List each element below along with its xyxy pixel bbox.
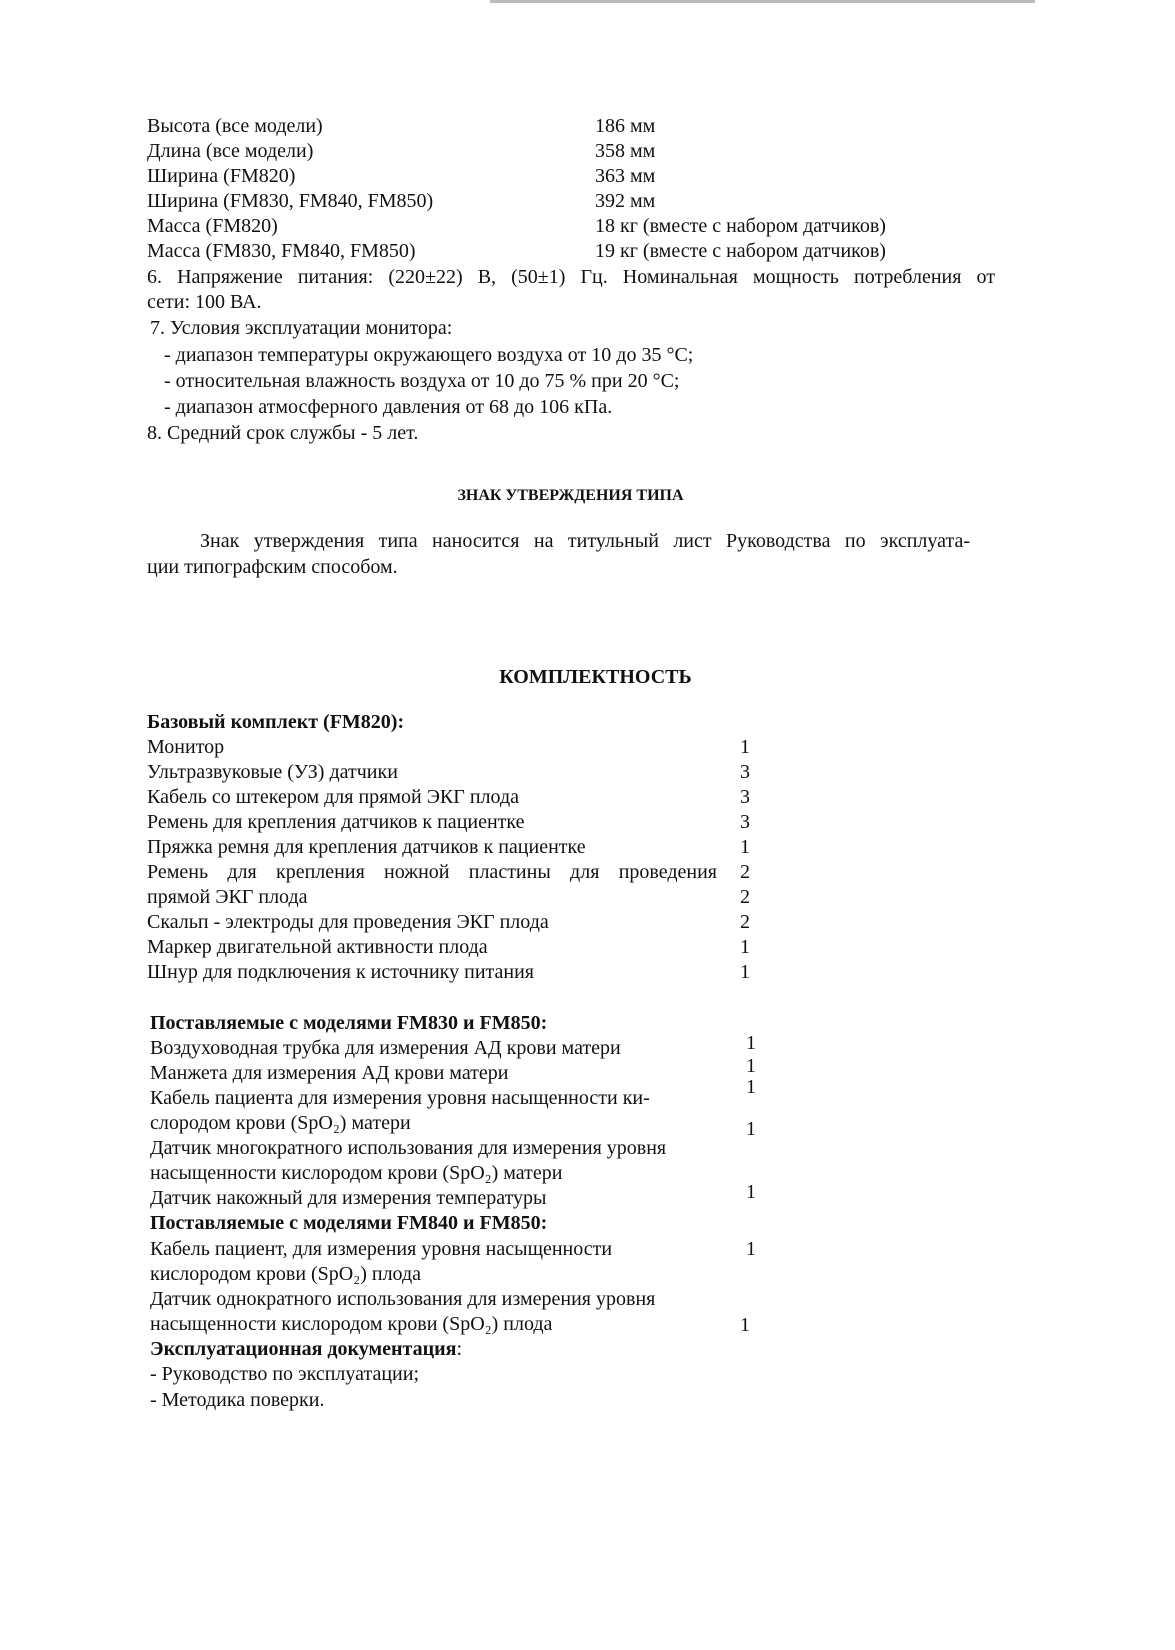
spec-value: 18 кг (вместе с набором датчиков) [595,215,886,237]
group-fm840-fm850-title: Поставляемые с моделями FM840 и FM850: [150,1212,548,1234]
base-kit-item: Ремень для крепления ножной пластины для проведения [147,861,717,883]
base-kit-item: Шнур для подключения к источнику питания [147,961,534,983]
spec-item-8: 8. Средний срок службы - 5 лет. [147,422,419,444]
base-kit-item: Кабель со штекером для прямой ЭКГ плода [147,786,519,808]
spec-label: Высота (все модели) [147,115,323,137]
completeness-heading: КОМПЛЕКТНОСТЬ [499,666,692,688]
base-kit-item: Монитор [147,736,225,758]
type-mark-text: ции типографским способом. [147,556,398,578]
group-fm840-fm850-qty: 1 [740,1314,750,1336]
base-kit-qty: 1 [740,961,750,983]
spec-item-7-title: 7. Условия эксплуатации монитора: [150,317,453,339]
base-kit-item: Ремень для крепления датчиков к пациентке [147,811,525,833]
base-kit-item: прямой ЭКГ плода [147,886,308,908]
docs-title [150,1337,462,1361]
base-kit-item: Пряжка ремня для крепления датчиков к пациентке [147,836,586,858]
group-fm830-fm850-item: слородом крови (SpO₂) матери [150,1112,411,1134]
base-kit-item: Ультразвуковые (УЗ) датчики [147,761,398,783]
docs-item: - Методика поверки. [150,1389,325,1411]
group-fm830-fm850-item: Кабель пациента для измерения уровня насыщенности ки- [150,1087,650,1109]
docs-item: - Руководство по эксплуатации; [150,1363,420,1385]
spec-item-7-line: - диапазон атмосферного давления от 68 до 106 кПа. [164,396,613,418]
spec-label: Масса (FM830, FM840, FM850) [147,240,416,262]
base-kit-qty: 1 [740,936,750,958]
docs-title-text: Эксплуатационная документация [150,1338,457,1360]
group-fm830-fm850-item: Воздуховодная трубка для измерения АД крови матери [150,1037,621,1059]
group-fm830-fm850-qty: 1 [746,1118,756,1140]
base-kit-title: Базовый комплект (FM820): [147,711,405,733]
group-fm840-fm850-item: Датчик однократного использования для измерения уровня [150,1288,656,1310]
scan-artifact [490,0,1035,3]
base-kit-qty: 3 [740,786,750,808]
base-kit-qty: 2 [740,861,750,883]
type-mark-heading: ЗНАК УТВЕРЖДЕНИЯ ТИПА [457,487,684,504]
spec-value: 392 мм [595,190,656,212]
spec-item-6: 6. Напряжение питания: (220±22) В, (50±1) Гц. Номинальная мощность потребления от [147,266,995,288]
spec-value: 186 мм [595,115,656,137]
base-kit-item: Скальп - электроды для проведения ЭКГ плода [147,911,549,933]
spec-value: 363 мм [595,165,656,187]
spec-value: 19 кг (вместе с набором датчиков) [595,240,886,262]
base-kit-qty: 3 [740,761,750,783]
group-fm830-fm850-item: Датчик накожный для измерения температуры [150,1187,547,1209]
spec-item-7-line: - диапазон температуры окружающего воздуха от 10 до 35 °С; [164,344,694,366]
spec-item-6-cont: сети: 100 ВА. [147,291,262,313]
base-kit-qty: 3 [740,811,750,833]
group-fm830-fm850-item: насыщенности кислородом крови (SpO₂) матери [150,1162,563,1184]
spec-label: Длина (все модели) [147,140,314,162]
spec-value: 358 мм [595,140,656,162]
group-fm840-fm850-item: насыщенности кислородом крови (SpO₂) плода [150,1313,553,1335]
group-fm830-fm850-qty: 1 [746,1181,756,1203]
group-fm840-fm850-qty: 1 [746,1238,756,1260]
base-kit-qty: 1 [740,836,750,858]
base-kit-qty: 2 [740,911,750,933]
spec-label: Ширина (FM820) [147,165,296,187]
spec-label: Ширина (FM830, FM840, FM850) [147,190,434,212]
group-fm830-fm850-qty: 1 [746,1032,756,1054]
group-fm830-fm850-item: Манжета для измерения АД крови матери [150,1062,509,1084]
type-mark-text: Знак утверждения типа наносится на титульный лист Руководства по эксплуата- [200,530,970,552]
group-fm840-fm850-item: Кабель пациент, для измерения уровня насыщенности [150,1238,613,1260]
group-fm830-fm850-qty: 1 [746,1055,756,1077]
spec-item-7-line: - относительная влажность воздуха от 10 до 75 % при 20 °С; [164,370,680,392]
group-fm830-fm850-item: Датчик многократного использования для измерения уровня [150,1137,667,1159]
group-fm830-fm850-qty: 1 [746,1076,756,1098]
base-kit-qty: 2 [740,886,750,908]
base-kit-qty: 1 [740,736,750,758]
base-kit-item: Маркер двигательной активности плода [147,936,488,958]
group-fm830-fm850-title: Поставляемые с моделями FM830 и FM850: [150,1012,548,1034]
group-fm840-fm850-item: кислородом крови (SpO₂) плода [150,1263,422,1285]
docs-title-colon: : [456,1338,463,1360]
spec-label: Масса (FM820) [147,215,278,237]
